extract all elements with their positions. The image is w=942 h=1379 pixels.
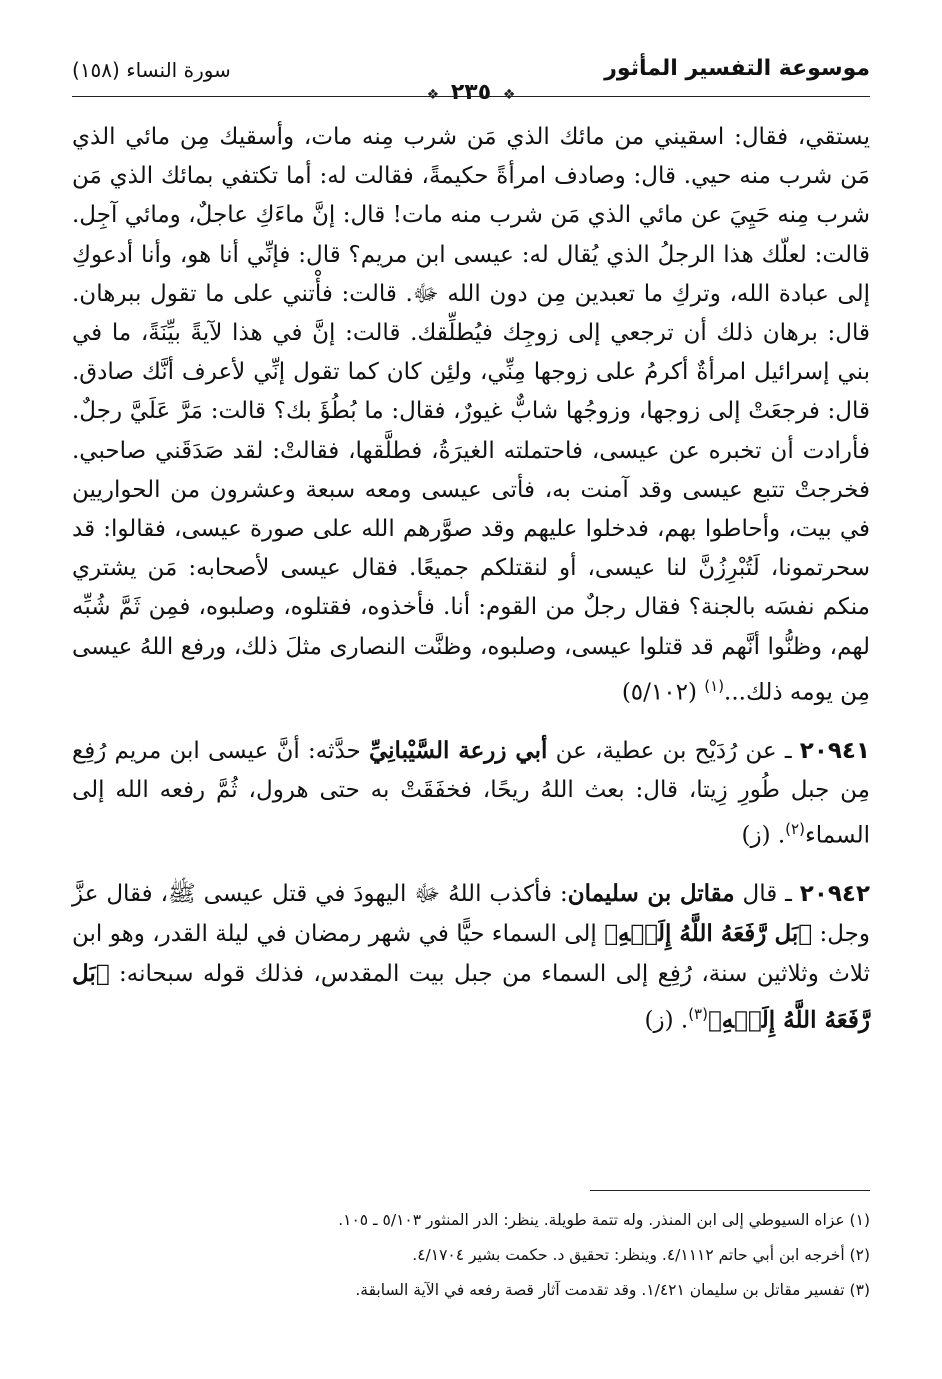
source-citation: (٥/١٠٢) (621, 679, 697, 706)
hadith-tail: . (ز) (741, 822, 786, 849)
ornament-icon: ❖ (426, 87, 440, 103)
hadith-lead: ـ قال (734, 880, 792, 907)
hadith-text: حدَّثه: أنَّ عيسى ابن مريم رُفِع مِن جبل طُورِ زِيتا، قال: بعث اللهُ ريحًا، فخفَقَتْ به حتى هرول، ثُمَّ رفعه الله إلى السماء (72, 737, 870, 849)
footnote-ref: (٢) (785, 820, 805, 839)
main-text (72, 118, 870, 1040)
page-number: ٢٣٥ (450, 80, 492, 105)
quran-verse: ﴿بَل رَّفَعَهُ اللَّهُ إِلَيۡهِ﴾ (72, 960, 870, 1034)
hadith-20942 (72, 874, 870, 1040)
narration-text: يستقي، فقال: اسقيني من مائك الذي مَن شرب مِنه مات، وأسقيك مِن مائي الذي مَن شرب منه حيي. قال: وصادف امرأةً حكيمةً، فقالت له: أما تكتفي بمائك الذي مَن شرب مِنه حَيِيَ عن مائي الذي مَن شرب منه مات! قال: إنَّ ماءَكِ عاجلٌ، ومائي آجِل. قالت: لعلّك هذا الرجلُ الذي يُقال له: عيسى ابن مريم؟ قال: فإنِّي أنا هو، وأنا أدعوكِ إلى عبادة الله، وتركِ ما تعبدين مِن دون الله ﷻ. قالت: فأْتني على ما تقول ببرهان. قال: برهان ذلك أن ترجعي إلى زوجِك فيُطلِّقك. قالت: إنَّ في هذا لآيةً بيِّنَةً، ما في بني إسرائيل امرأةٌ أكرمُ على زوجها مِنِّي، ولئِن كان كما تقول إنِّي لأعرف أنَّك صادق. قال: فرجعَتْ إلى زوجها، وزوجُها شابٌّ غيورٌ، فقال: ما بُطُؤَ بك؟ قالت: مَرَّ عَلَيَّ رجلٌ. فأرادت أن تخبره عن عيسى، فاحتملته الغيرَةُ، فطلَّقها، فقالتْ: لقد صَدَقَني صاحبي. فخرجتْ تتبع عيسى وقد آمنت به، فأتى عيسى ومعه سبعة وعشرون من الحواريين في بيت، وأحاطوا بهم، فدخلوا عليهم وقد صوَّرهم الله على صورة عيسى، فقالوا: قد سحرتمونا، لَتُبْرِزُنَّ لنا عيسى، أو لنقتلكم جميعًا. فقال عيسى لأصحابه: مَن يشتري منكم نفسَه بالجنة؟ فقال رجلٌ من القوم: أنا. فأخذوه، فقتلوه، وصلبوه، فمِن ثَمَّ شُبِّه لهم، وظنُّوا أنَّهم قد قتلوا عيسى، وصلبوه، وظنَّت النصارى مثلَ ذلك، ورفع اللهُ عيسى مِن يومه ذلك... (72, 124, 870, 706)
footnote-3: (٣) تفسير مقاتل بن سليمان ١/٤٢١. وقد تقدمت آثار قصة رفعه في الآية السابقة. (355, 1281, 870, 1299)
book-title: موسوعة التفسير المأثور (604, 56, 870, 81)
hadith-number: ٢٠٩٤٢ (799, 880, 870, 907)
footnote-ref: (١) (704, 676, 725, 695)
footnotes (72, 1203, 870, 1308)
footnote-ref: (٣) (688, 1004, 708, 1023)
narration-paragraph (72, 118, 870, 713)
footnote-2: (٢) أخرجه ابن أبي حاتم ٤/١١١٢. وينظر: تحقيق د. حكمت بشير ٤/١٧٠٤. (412, 1246, 870, 1264)
ornament-icon: ❖ (502, 87, 516, 103)
quran-verse: ﴿بَل رَّفَعَهُ اللَّهُ إِلَيۡهِ﴾ (604, 920, 813, 948)
footnote-1: (١) عزاه السيوطي إلى ابن المنذر. وله تتمة طويلة. ينظر: الدر المنثور ٥/١٠٣ ـ ١٠٥. (338, 1211, 870, 1229)
hadith-text: إلى السماء حيًّا في شهر رمضان في ليلة القدر، وهو ابن ثلاث وثلاثين سنة، رُفِع إلى السماء من جبل بيت المقدس، فذلك قوله سبحانه: (72, 921, 870, 988)
narrator-name: مقاتل بن سليمان (567, 879, 735, 907)
page-header (72, 52, 870, 105)
page-number-block (411, 80, 532, 105)
hadith-number: ٢٠٩٤١ (799, 737, 870, 764)
hadith-lead: ـ عن رُدَيْح بن عطية، عن (547, 737, 792, 764)
narrator-name: أبي زرعة السَّيْبانِيِّ (368, 736, 548, 764)
footnote-divider (590, 1190, 870, 1191)
hadith-tail: . (ز) (644, 1007, 689, 1034)
surah-reference: سورة النساء (١٥٨) (72, 58, 231, 82)
hadith-20941 (72, 731, 870, 856)
header-divider (72, 96, 870, 97)
hadith-text: : فأكذب اللهُ ﷻ اليهودَ في قتل عيسى ﷺ، فقال عزَّ وجل: (72, 880, 870, 948)
